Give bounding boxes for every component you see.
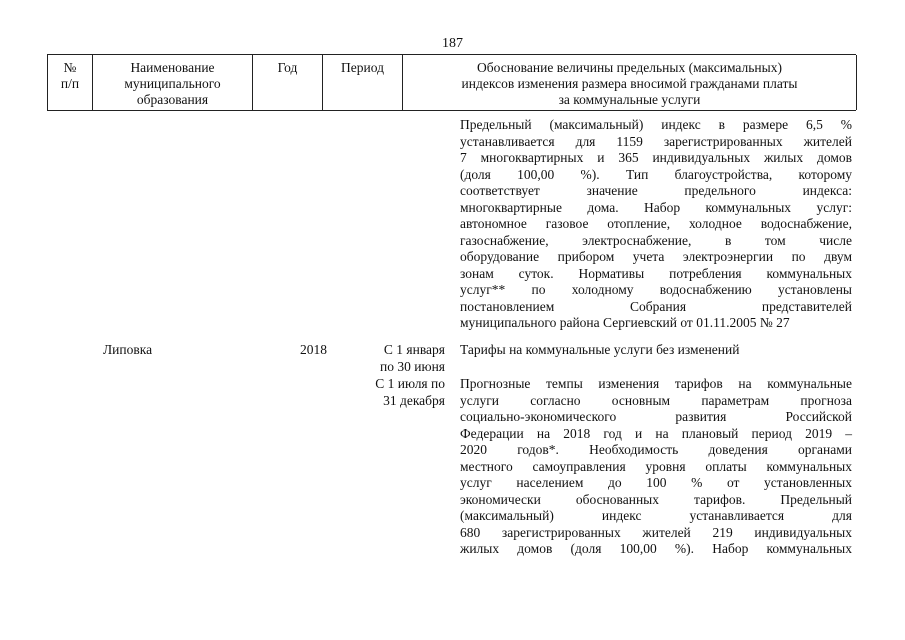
period-second-half: С 1 июля по 31 декабря — [375, 376, 445, 408]
municipality-name: Липовка — [103, 342, 153, 357]
period-first-half: С 1 января по 30 июня — [380, 342, 445, 374]
justification-paragraph-1: Предельный (максимальный) индекс в размере 6,5 % устанавливается для 1159 зарегистрированных жителей 7 многоквартирных и 365 индивидуальных жилых домов (доля 100,00 %). Тип благоустройства, которому соответствует значение предельного индекса: многоквартирные дома. Набор коммунальных услуг: автономное газовое отопление, холодное водоснабжение, газоснабжение, электроснабжение, в том числе оборудование прибором учета электроэнергии по двум зонам суток. Нормативы потребления коммунальных услуг** по холодному водоснабжению установлены постановлением Собрания представителей муниципального района Сергиевский от 01.11.2005 № 27 — [460, 117, 852, 330]
header-period-column: Период — [323, 55, 403, 110]
page-number: 187 — [442, 36, 463, 51]
year-value: 2018 — [300, 342, 327, 357]
header-justification-column: Обоснование величины предельных (максимальных) индексов изменения размера вносимой гражданами платы за коммунальные услуги — [403, 55, 857, 110]
header-municipality-column: Наименование муниципального образования — [93, 55, 253, 110]
justification-paragraph-2: Прогнозные темпы изменения тарифов на коммунальные услуги согласно основным параметрам прогноза социально-экономического развития Российской Федерации на 2018 год и на плановый период 2019 – 2020 годов*. Необходимость доведения органами местного самоуправления уровня оплаты коммунальных услуг населением до 100 % от установленных экономически обоснованных тарифов. Предельный (максимальный) индекс устанавливается для 680 зарегистрированных жителей 219 индивидуальных жилых домов (доля 100,00 %). Набор коммунальных — [460, 376, 852, 556]
header-number-column: № п/п — [48, 55, 93, 110]
tariffs-unchanged-text: Тарифы на коммунальные услуги без изменений — [460, 342, 740, 357]
header-year-column: Год — [253, 55, 323, 110]
table-header — [47, 54, 856, 111]
